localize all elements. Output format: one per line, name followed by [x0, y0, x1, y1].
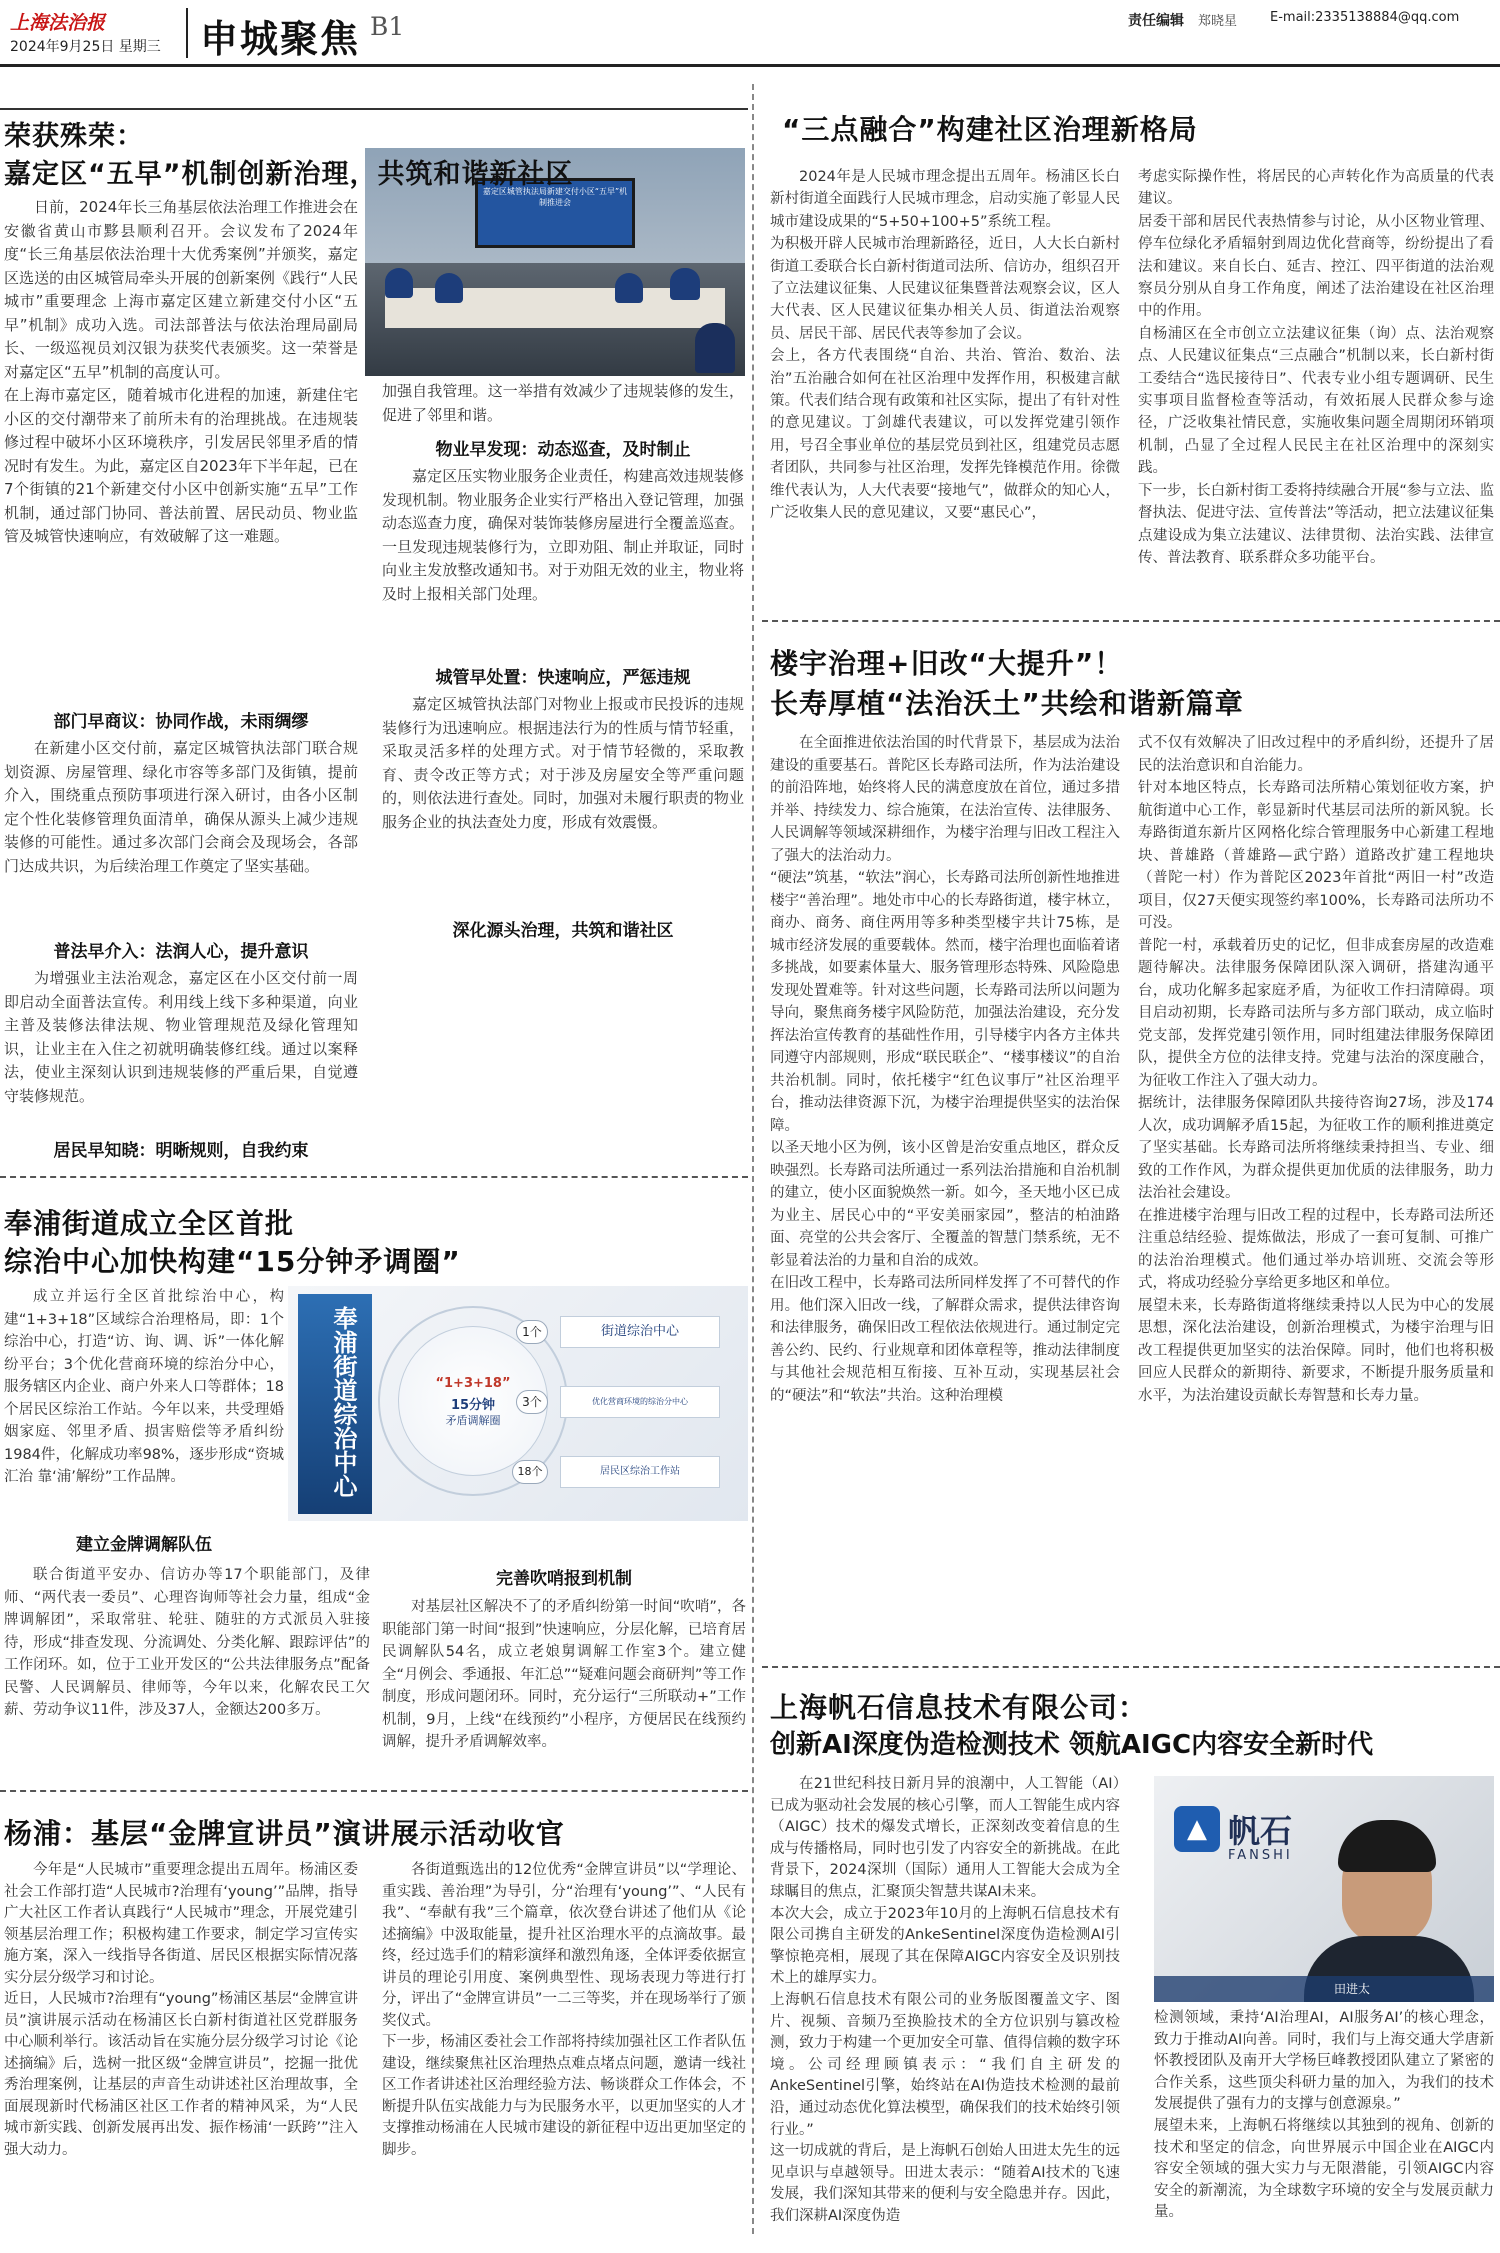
editor-label: 责任编辑 — [1128, 13, 1184, 29]
fengpu-infographic — [288, 1286, 748, 1521]
meeting-banner: 嘉定区城管执法局新建交付小区“五早”机制推进会 — [482, 187, 628, 207]
fengpu-chip-2: 3个 — [516, 1390, 548, 1414]
article-three-points — [762, 84, 1500, 604]
article-fengpu — [0, 1180, 748, 1780]
jiading-p-law: 为增强业主法治观念，嘉定区在小区交付前一周即启动全面普法宣传。利用线上线下多种渠道，向业主普及装修法律法规、物业管理规范及绿化管理知识，让业主在入住之初就明确装修红线。通过以案释法，使业主深刻认识到违规装修的严重后果，自觉遵守装修规范。 — [4, 969, 358, 1105]
jiading-sub-5: 城管早处置：快速响应，严惩违规 — [435, 668, 691, 688]
fengpu-center-vertical-label: 奉浦街道综治中心 — [329, 1306, 358, 1498]
jiading-sub-1: 部门早商议：协同作战，未雨绸缪 — [53, 712, 309, 732]
fanshi-col-2: 检测领域，秉持‘AI治理AI，AI服务AI’的核心理念，致力于推动AI向善。同时，我们与上海交通大学唐新怀教授团队及南开大学杨巨峰教授团队建立了紧密的合作关系，这些顶尖科研力量的加入，为我们的技术发展提供了强有力的支撑与创意源泉。” 展望未来，上海帆石将继续以其独到的视角、创新的技术和坚定的信念，向世界展示中国企业在AIGC内容安全领域的强大实力与无限潜能，引领AIGC内容安全的新潮流，为全球数字环境的安全与发展贡献力量。 — [1154, 2010, 1494, 2221]
jiading-intro: 日前，2024年长三角基层依法治理工作推进会在安徽省黄山市黟县顺利召开。会议发布了2024年度“长三角基层依法治理十大优秀案例”并颁奖，嘉定区选送的由区城管局牵头开展的创新案例《践行“人民城市”重要理念 上海市嘉定区建立新建交付小区“五早”机制》成功入选。司法部普法与依法治理局副局长、一级巡视员刘汉银为获奖代表颁奖。这一荣誉是对嘉定区“五早”机制的高度认可。 在上海市嘉定区，随着城市化进程的加速，新建住宅小区的交付潮带来了前所未有的治理挑战。在违规装修过程中破坏小区环境秩序，引发居民邻里矛盾的情况时有发生。为此，嘉定区自2023年下半年起，已在7个街镇的21个新建交付小区中创新实施“五早”工作机制，通过部门协同、普法前置、居民动员、物业监管及城管快速响应，有效破解了这一难题。 — [4, 198, 358, 545]
column-separator — [752, 84, 754, 2234]
fengpu-row-1: 街道综治中心 — [560, 1316, 720, 1348]
jiading-p-property: 嘉定区压实物业服务企业责任，构建高效违规装修发现机制。物业服务企业实行严格出入登记管理，加强动态巡查力度，确保对装饰装修房屋进行全覆盖巡查。一旦发现违规装修行为，立即劝阻、制止并取证，同时向业主发放整改通知书。对于劝阻无效的业主，物业将及时上报相关部门处理。 — [382, 467, 744, 603]
masthead — [0, 0, 1500, 70]
fanshi-col-1: 在21世纪科技日新月异的浪潮中，人工智能（AI）已成为驱动社会发展的核心引擎，而人工智能生成内容（AIGC）技术的爆发式增长，正深刻改变着信息的生成与传播格局，同时也引发了内容安全的新挑战。在此背景下，2024深圳（国际）通用人工智能大会成为全球瞩目的焦点，汇聚顶尖智慧共谋AI未来。 本次大会，成立于2023年10月的上海帆石信息技术有限公司携自主研发的AnkeSentinel深度伪造检测AI引擎惊艳亮相，展现了其在保障AIGC内容安全及识别技术上的雄厚实力。 上海帆石信息技术有限公司的业务版图覆盖文字、图片、视频、音频乃至换脸技术的全方位识别与篡改检测，致力于构建一个更加安全可靠、值得信赖的数字环境。公司经理顾镇表示：“我们自主研发的AnkeSentinel引擎，始终站在AI伪造技术检测的最前沿，通过动态优化算法模型，确保我们的技术始终引领行业。” 这一切成就的背后，是上海帆石创始人田进太先生的远见卓识与卓越领导。田进太表示：“随着AI技术的飞速发展，我们深知其带来的便利与安全隐患并存。因此，我们深耕AI深度伪造 — [770, 1776, 1120, 2224]
fengpu-headline-1: 奉浦街道成立全区首批 — [4, 1207, 295, 1240]
fanshi-founder-photo — [1154, 1776, 1494, 2002]
fengpu-ring-label-2: 15分钟 — [450, 1398, 496, 1413]
fengpu-p-whistle: 对基层社区解决不了的矛盾纠纷第一时间“吹哨”，各职能部门第一时间“报到”快速响应，分层化解，已培育居民调解队54名，成立老娘舅调解工作室3个。建立健全“月例会、季通报、年汇总”“疑难问题会商研判”等工作制度，形成问题闭环。同时，充分运行“三所联动+”工作机制，9月，上线“在线预约”小程序，方便居民在线预约调解，提升矛盾调解效率。 — [382, 1599, 746, 1750]
changshou-col-1: 在全面推进依法治国的时代背景下，基层成为法治建设的重要基石。普陀区长寿路司法所，作为法治建设的前沿阵地，始终将人民的满意度放在首位，通过多措并举、持续发力、综合施策，在法治宣传、法律服务、人民调解等领域深耕细作，为楼宇治理与旧改工程注入了强大的法治动力。 “硬法”筑基，“软法”润心，长寿路司法所创新性地推进楼宇“善治理”。地处市中心的长寿路街道，楼宇林立，商办、商务、商住两用等多种类型楼宇共计75栋，是城市经济发展的重要载体。然而，楼宇治理也面临着诸多挑战，如要素体量大、服务管理形态特殊、风险隐患发现处置难等。针对这些问题，长寿路司法所以问题为导向，聚焦商务楼宇风险防范，加强法治建设，充分发挥法治宣传教育的基础性作用，引导楼宇内各方主体共同遵守内部规则，形成“联民联企”、“楼事楼议”的自治共治机制。同时，依托楼宇“红色议事厅”社区治理平台，推动法律资源下沉，为楼宇治理提供坚实的法治保障。 以圣天地小区为例，该小区曾是治安重点地区，群众反映强烈。长寿路司法所通过一系列法治措施和自治机制的建立，使小区面貌焕然一新。如今，圣天地小区已成为业主、居民心中的“平安美丽家园”，整洁的柏油路面、亮堂的公共会客厅、全覆盖的智慧门禁系统，无不彰显着法治的力量和自治的成效。 在旧改工程中，长寿路司法所同样发挥了不可替代的作用。他们深入旧改一线，了解群众需求，提供法律咨询和法律服务，确保旧改工程依法依规进行。通过制定完善公约、民约、行业规章和团体章程等，推动法律制度与其他社会规范相互衔接、互补互动，实现基层社会的“硬法”和“软法”共治。这种治理模 — [770, 735, 1120, 1404]
yangpu-headline: 杨浦：基层“金牌宣讲员”演讲展示活动收官 — [4, 1817, 565, 1850]
jiading-sub-3: 居民早知晓：明晰规则，自我约束 — [53, 1141, 309, 1161]
masthead-logo: 上海法治报 — [10, 12, 106, 34]
fanshi-logo-icon: ▲ — [1187, 1814, 1207, 1844]
masthead-divider — [186, 8, 188, 58]
article-changshou — [762, 628, 1500, 1658]
article-jiading — [0, 110, 748, 1161]
fengpu-sub-2: 完善吹哨报到机制 — [496, 1569, 632, 1589]
jiading-sub-6: 深化源头治理，共筑和谐社区 — [452, 921, 674, 941]
fengpu-ring-label-1: “1+3+18” — [435, 1376, 511, 1391]
fanshi-headline-2: 创新AI深度伪造检测技术 领航AIGC内容安全新时代 — [770, 1730, 1374, 1760]
changshou-headline-2: 长寿厚植“法治沃土”共绘和谐新篇章 — [770, 687, 1244, 720]
yangpu-col-1: 今年是“人民城市”重要理念提出五周年。杨浦区委社会工作部打造“人民城市?治理有‘young’”品牌，指导广大社区工作者认真践行“人民城市”理念，开展党建引领基层治理工作；积极构建工作要求，制定学习宣传实施方案，深入一线指导各街道、居民区根据实际情况落实分层分级学习和讨论。 近日，人民城市?治理有“young”杨浦区基层“金牌宣讲员”演讲展示活动在杨浦区长白新村街道社区党群服务中心顺利举行。该活动旨在实施分层分级学习讨论《论述摘编》后，选树一批区级“金牌宣讲员”，挖掘一批优秀治理案例，让基层的声音生动讲述社区治理故事，全面展现新时代杨浦区社区工作者的精神风采，为“人民城市新实践、创新发展再出发、振作杨浦‘一跃跨’”注入强大动力。 — [4, 1862, 358, 2158]
fanshi-logo-en: FANSHI — [1228, 1848, 1293, 1863]
fanshi-logo-text: 帆石 — [1228, 1812, 1293, 1850]
article-yangpu — [0, 1796, 748, 2251]
divider-yangpu — [0, 1790, 748, 1792]
three-points-col-2: 考虑实际操作性，将居民的心声转化作为高质量的代表建议。 居委干部和居民代表热情参与讨论，从小区物业管理、停车位绿化矛盾辐射到周边优化营商等，纷纷提出了看法和建议。来自长白、延吉、控江、四平街道的法治观察员分别从自身工作角度，阐述了法治建设在社区治理中的作用。 自杨浦区在全市创立立法建议征集（询）点、法治观察点、人民建议征集点“三点融合”机制以来，长白新村街工委结合“选民接待日”、代表专业小组专题调研、民生实事项目监督检查等活动，有效拓展人民群众参与途径，广泛收集社情民意，实施收集问题全周期闭环销项机制，凸显了全过程人民民主在社区治理中的深刻实践。 下一步，长白新村街工委将持续融合开展“参与立法、监督执法、促进守法、宣传普法”等活动，把立法建议征集点建设成为集立法建议、法律贯彻、法治实践、法律宣传、普法教育、联系群众多功能平台。 — [1138, 169, 1494, 566]
yangpu-col-2: 各街道甄选出的12位优秀“金牌宣讲员”以“学理论、重实践、善治理”为导引，分“治理有‘young’”、“人民有我”、“奉献有我”三个篇章，依次登台讲述了他们从《论述摘编》中汲取能量，提升社区治理水平的点滴故事。最终，经过选手们的精彩演绎和激烈角逐，全体评委依据宣讲员的理论引用度、案例典型性、现场表现力等进行打分，评出了“金牌宣讲员”一二三等奖，并在现场举行了颁奖仪式。 下一步，杨浦区委社会工作部将持续加强社区工作者队伍建设，继续聚焦社区治理热点难点堵点问题，邀请一线社区工作者讲述社区治理经验方法、畅谈群众工作体会，不断提升队伍实战能力与为民服务水平，以更加坚实的人才支撑推动杨浦在人民城市建设的新征程中迈出更加坚定的脚步。 — [382, 1862, 746, 2158]
fengpu-ring-label-3: 矛盾调解圈 — [445, 1414, 501, 1427]
jiading-p-resident-aware: 加强自我管理。这一举措有效减少了违规装修的发生，促进了邻里和谐。 — [382, 382, 744, 424]
editor-email: E-mail:2335138884@qq.com — [1270, 10, 1460, 25]
fengpu-chip-3: 18个 — [512, 1460, 548, 1484]
divider-fengpu — [0, 1176, 748, 1178]
jiading-headline-2: 嘉定区“五早”机制创新治理，共筑和谐新社区 — [4, 159, 574, 190]
jiading-title-rule — [0, 108, 748, 110]
fengpu-p-team: 联合街道平安办、信访办等17个职能部门，及律师、“两代表一委员”、心理咨询师等社会力量，组成“金牌调解团”，采取常驻、轮驻、随驻的方式派员入驻接待，形成“排查发现、分流调处、分类化解、跟踪评估”的工作闭环。如，位于工业开发区的“公共法律服务点”配备民警、人民调解员、律师等，今年以来，化解农民工欠薪、劳动争议11件，涉及37人，金额达200多万。 — [4, 1567, 370, 1718]
three-points-col-1: 2024年是人民城市理念提出五周年。杨浦区长白新村街道全面践行人民城市理念，启动实施了彰显人民城市建设成果的“5+50+100+5”系统工程。 为积极开辟人民城市治理新路径，近日，人大长白新村街道工委联合长白新村街道司法所、信访办，组织召开了立法建议征集、人民建议征集暨普法观察会议，区人大代表、区人民建议征集办相关人员、街道法治观察员、居民干部、居民代表等参加了会议。 会上，各方代表围绕“自治、共治、管治、数治、法治”五治融合如何在社区治理中发挥作用，积极建言献策。代表们结合现有政策和社区实际，提出了有针对性的意见建议。丁剑雄代表建议，可以发挥党建引领作用，号召全事业单位的基层党员到社区，组建党员志愿者团队，共同参与社区治理，发挥先锋模范作用。徐微维代表认为，人大代表要“接地气”，做群众的知心人，广泛收集人民的意见建议，又要“惠民心”， — [770, 169, 1120, 522]
divider-changshou — [762, 620, 1500, 622]
fengpu-row-3: 居民区综治工作站 — [560, 1456, 720, 1488]
three-points-headline: “三点融合”构建社区治理新格局 — [782, 113, 1198, 146]
page-number: B1 — [370, 12, 405, 41]
fengpu-intro: 成立并运行全区首批综治中心，构建“1+3+18”区域综合治理格局，即：1个综治中心，打造“访、询、调、诉”一体化解纷平台；3个优化营商环境的综治分中心，服务辖区内企业、商户外来人口等群体；18个居民区综治工作站。今年以来，共受理婚姻家庭、邻里矛盾、损害赔偿等矛盾纠纷1984件，化解成功率98%，逐步形成“资城汇治 靠‘浦’解纷”工作品牌。 — [4, 1289, 284, 1485]
jiading-headline-1: 荣获殊荣： — [4, 121, 144, 152]
article-fanshi — [762, 1670, 1500, 2250]
fengpu-headline-2: 综治中心加快构建“15分钟矛调圈” — [4, 1245, 461, 1278]
jiading-p-cityadmin: 嘉定区城管执法部门对物业上报或市民投诉的违规装修行为迅速响应。根据违法行为的性质与情节轻重，采取灵活多样的处理方式。对于情节轻微的，采取教育、责令改正等方式；对于涉及房屋安全等严重问题的，则依法进行查处。同时，加强对未履行职责的物业服务企业的执法查处力度，形成有效震慑。 — [382, 695, 744, 831]
section-title: 申城聚焦 — [200, 17, 361, 61]
fengpu-row-2: 优化营商环境的综治分中心 — [560, 1386, 720, 1418]
fanshi-headline-1: 上海帆石信息技术有限公司： — [770, 1691, 1148, 1724]
fengpu-chip-1: 1个 — [516, 1320, 548, 1344]
divider-fanshi — [762, 1666, 1500, 1668]
editor-name: 郑晓星 — [1198, 14, 1238, 29]
fengpu-sub-1: 建立金牌调解队伍 — [76, 1535, 212, 1555]
fanshi-caption: 田进太 — [1334, 1982, 1371, 1996]
issue-date: 2024年9月25日 星期三 — [10, 39, 161, 55]
jiading-p-dept: 在新建小区交付前，嘉定区城管执法部门联合规划资源、房屋管理、绿化市容等多部门及街镇，提前介入，围绕重点预防事项进行深入研讨，由各小区制定个性化装修管理负面清单，确保从源头上减少违规装修的可能性。通过多次部门会商会及现场会，各部门达成共识，为后续治理工作奠定了坚实基础。 — [4, 739, 358, 875]
changshou-headline-1: 楼宇治理+旧改“大提升”！ — [770, 647, 1124, 680]
jiading-sub-4: 物业早发现：动态巡查，及时制止 — [435, 440, 691, 460]
masthead-rule — [0, 64, 1500, 67]
jiading-sub-2: 普法早介入：法润人心，提升意识 — [53, 942, 309, 962]
changshou-col-2: 式不仅有效解决了旧改过程中的矛盾纠纷，还提升了居民的法治意识和自治能力。 针对本地区特点，长寿路司法所精心策划征收方案，护航街道中心工作，彰显新时代基层司法所的新风貌。长寿路街道东新片区网格化综合管理服务中心新建工程地块、普雄路（普雄路—武宁路）道路改扩建工程地块（普陀一村）作为普陀区2023年首批“两旧一村”改造项目，仅27天便实现签约率100%，长寿路司法所功不可没。 普陀一村，承载着历史的记忆，但非成套房屋的改造难题待解决。法律服务保障团队深入调研，搭建沟通平台，成功化解多起家庭矛盾，为征收工作扫清障碍。项目启动初期，长寿路司法所与多方部门联动，成立临时党支部，发挥党建引领作用，同时组建法律服务保障团队，提供全方位的法律支持。党建与法治的深度融合，为征收工作注入了强大动力。 据统计，法律服务保障团队共接待咨询27场，涉及174人次，成功调解矛盾15起，为征收工作的顺利推进奠定了坚实基础。长寿路司法所将继续秉持担当、专业、细致的工作作风，为群众提供更加优质的法律服务，助力法治社会建设。 在推进楼宇治理与旧改工程的过程中，长寿路司法所还注重总结经验、提炼做法，形成了一套可复制、可推广的法治治理模式。他们通过举办培训班、交流会等形式，将成功经验分享给更多地区和单位。 展望未来，长寿路街道将继续秉持以人民为中心的发展思想，深化法治建设，创新治理模式，为楼宇治理与旧改工程提供更加坚实的法治保障。同时，他们也将积极回应人民群众的新期待、新要求，不断提升服务质量和水平，为法治建设贡献长寿智慧和长寿力量。 — [1138, 735, 1494, 1404]
